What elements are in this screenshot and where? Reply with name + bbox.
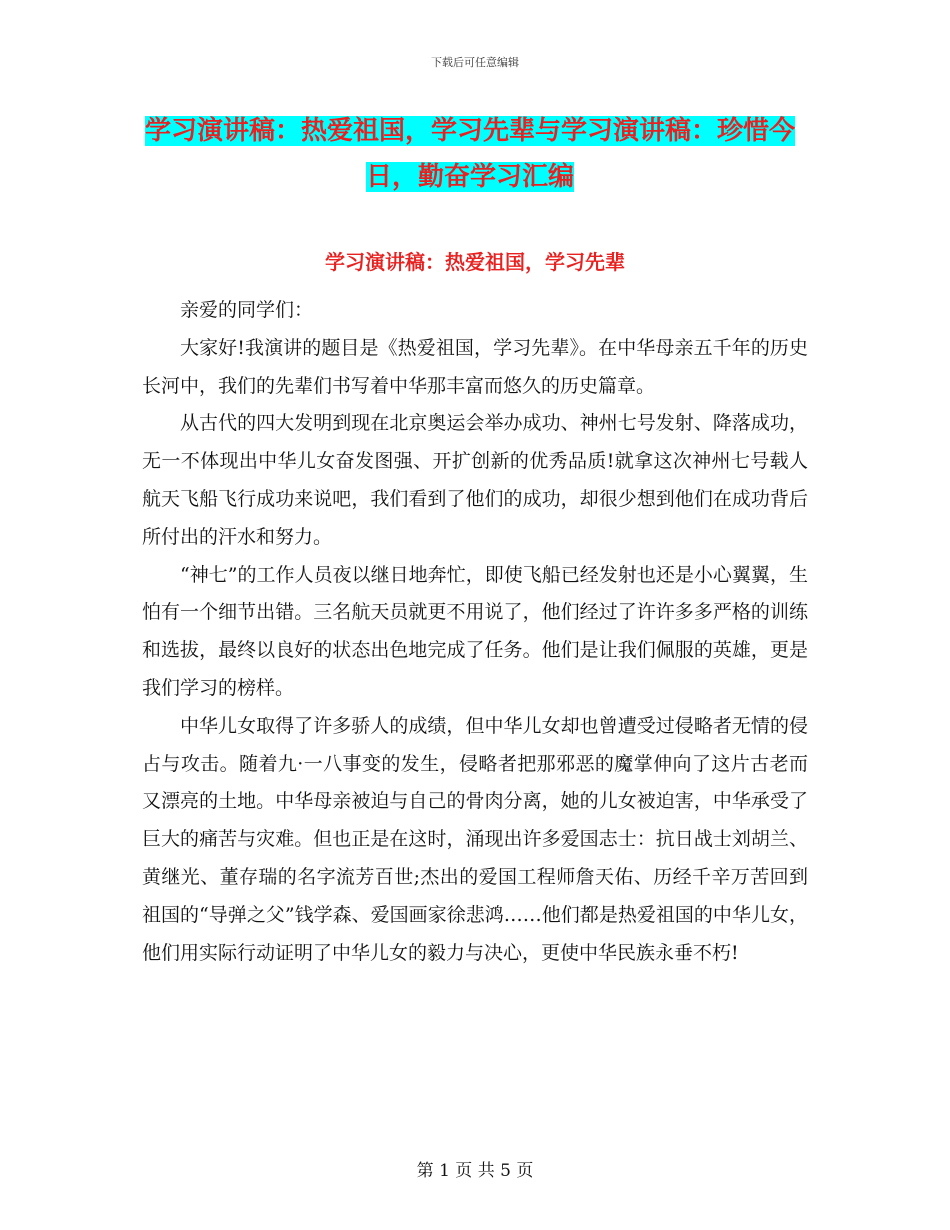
document-body (142, 292, 808, 972)
document-title (120, 108, 820, 200)
page-number: 第 1 页 共 5 页 (416, 1161, 534, 1181)
body-paragraph: 大家好!我演讲的题目是《热爱祖国，学习先辈》。在中华母亲五千年的历史长河中，我们的先辈们书写着中华那丰富而悠久的历史篇章。 (142, 336, 808, 397)
body-paragraph: 亲爱的同学们： (180, 299, 314, 321)
body-paragraph: 中华儿女取得了许多骄人的成绩，但中华儿女却也曾遭受过侵略者无情的侵占与攻击。随着九·一八事变的发生，侵略者把那邪恶的魔掌伸向了这片古老而又漂亮的土地。中华母亲被迫与自己的骨肉分离，她的儿女被迫害，中华承受了巨大的痛苦与灾难。但也正是在这时，涌现出许多爱国志士：抗日战士刘胡兰、黄继光、董存瑞的名字流芳百世;杰出的爱国工程师詹天佑、历经千辛万苦回到祖国的“导弹之父”钱学森、爱国画家徐悲鸿……他们都是热爱祖国的中华儿女，他们用实际行动证明了中华儿女的毅力与决心，更使中华民族永垂不朽! (142, 714, 808, 964)
body-paragraph: “神七”的工作人员夜以继日地奔忙，即使飞船已经发射也还是小心翼翼，生怕有一个细节出错。三名航天员就更不用说了，他们经过了许许多多严格的训练和选拔，最终以良好的状态出色地完成了任务。他们是让我们佩服的英雄，更是我们学习的榜样。 (142, 563, 808, 699)
section-title: 学习演讲稿：热爱祖国，学习先辈 (325, 250, 625, 274)
body-paragraph: 从古代的四大发明到现在北京奥运会举办成功、神州七号发射、降落成功，无一不体现出中华儿女奋发图强、开扩创新的优秀品质!就拿这次神州七号载人航天飞船飞行成功来说吧，我们看到了他们的成功，却很少想到他们在成功背后所付出的汗水和努力。 (142, 412, 808, 548)
document-title-text: 学习演讲稿：热爱祖国，学习先辈与学习演讲稿：珍惜今日，勤奋学习汇编 (144, 116, 795, 192)
page-header-note: 下载后可任意编辑 (431, 56, 519, 69)
